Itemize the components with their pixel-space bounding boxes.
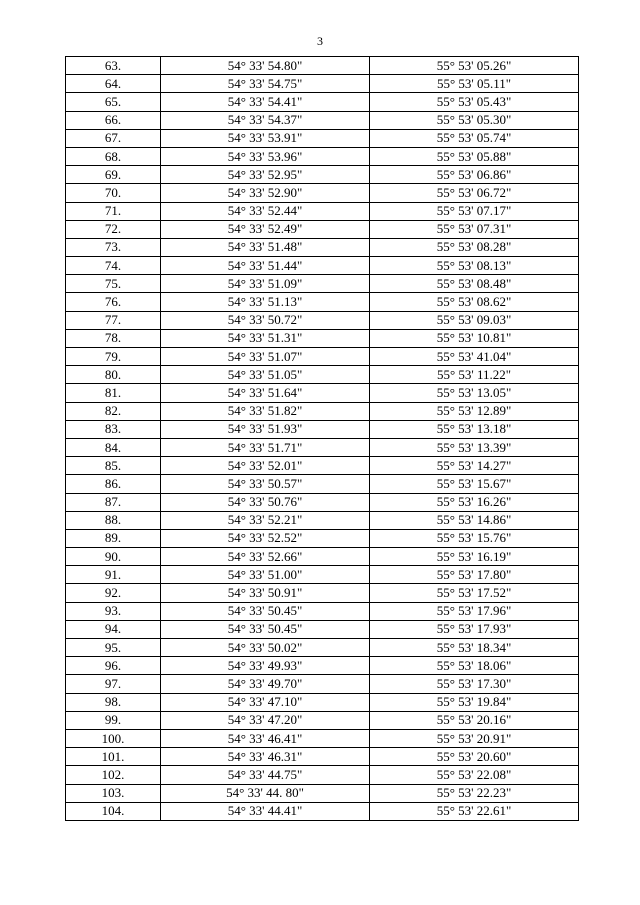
table-row — [66, 311, 579, 329]
point-number-cell: 67. — [66, 129, 161, 147]
point-number-cell: 73. — [66, 238, 161, 256]
table-row — [66, 548, 579, 566]
longitude-cell: 55° 53' 17.96" — [370, 602, 579, 620]
point-number-cell: 97. — [66, 675, 161, 693]
latitude-cell: 54° 33' 52.44" — [161, 202, 370, 220]
point-number-cell: 98. — [66, 693, 161, 711]
latitude-cell: 54° 33' 51.09" — [161, 275, 370, 293]
longitude-cell: 55° 53' 18.06" — [370, 657, 579, 675]
latitude-cell: 54° 33' 44.75" — [161, 766, 370, 784]
longitude-cell: 55° 53' 05.88" — [370, 147, 579, 165]
longitude-cell: 55° 53' 20.91" — [370, 729, 579, 747]
point-number-cell: 95. — [66, 639, 161, 657]
coordinates-table — [65, 56, 579, 821]
latitude-cell: 54° 33' 50.45" — [161, 602, 370, 620]
point-number-cell: 74. — [66, 257, 161, 275]
latitude-cell: 54° 33' 51.13" — [161, 293, 370, 311]
longitude-cell: 55° 53' 14.27" — [370, 457, 579, 475]
point-number-cell: 94. — [66, 620, 161, 638]
table-row — [66, 584, 579, 602]
latitude-cell: 54° 33' 52.49" — [161, 220, 370, 238]
point-number-cell: 102. — [66, 766, 161, 784]
longitude-cell: 55° 53' 05.26" — [370, 57, 579, 75]
point-number-cell: 65. — [66, 93, 161, 111]
point-number-cell: 96. — [66, 657, 161, 675]
latitude-cell: 54° 33' 51.82" — [161, 402, 370, 420]
table-row — [66, 457, 579, 475]
latitude-cell: 54° 33' 52.90" — [161, 184, 370, 202]
latitude-cell: 54° 33' 51.48" — [161, 238, 370, 256]
longitude-cell: 55° 53' 05.43" — [370, 93, 579, 111]
longitude-cell: 55° 53' 07.17" — [370, 202, 579, 220]
table-row — [66, 329, 579, 347]
longitude-cell: 55° 53' 17.30" — [370, 675, 579, 693]
point-number-cell: 82. — [66, 402, 161, 420]
longitude-cell: 55° 53' 17.93" — [370, 620, 579, 638]
point-number-cell: 80. — [66, 366, 161, 384]
point-number-cell: 64. — [66, 75, 161, 93]
longitude-cell: 55° 53' 15.67" — [370, 475, 579, 493]
table-row — [66, 129, 579, 147]
latitude-cell: 54° 33' 44. 80" — [161, 784, 370, 802]
longitude-cell: 55° 53' 41.04" — [370, 348, 579, 366]
table-row — [66, 348, 579, 366]
table-row — [66, 529, 579, 547]
longitude-cell: 55° 53' 06.86" — [370, 166, 579, 184]
longitude-cell: 55° 53' 12.89" — [370, 402, 579, 420]
table-row — [66, 166, 579, 184]
table-row — [66, 238, 579, 256]
table-row — [66, 93, 579, 111]
longitude-cell: 55° 53' 06.72" — [370, 184, 579, 202]
longitude-cell: 55° 53' 05.11" — [370, 75, 579, 93]
table-row — [66, 620, 579, 638]
latitude-cell: 54° 33' 46.31" — [161, 748, 370, 766]
point-number-cell: 90. — [66, 548, 161, 566]
latitude-cell: 54° 33' 49.70" — [161, 675, 370, 693]
longitude-cell: 55° 53' 10.81" — [370, 329, 579, 347]
table-row — [66, 693, 579, 711]
longitude-cell: 55° 53' 15.76" — [370, 529, 579, 547]
longitude-cell: 55° 53' 08.62" — [370, 293, 579, 311]
coordinates-table-body — [66, 57, 579, 821]
point-number-cell: 89. — [66, 529, 161, 547]
table-row — [66, 57, 579, 75]
table-row — [66, 147, 579, 165]
latitude-cell: 54° 33' 52.21" — [161, 511, 370, 529]
point-number-cell: 93. — [66, 602, 161, 620]
longitude-cell: 55° 53' 05.74" — [370, 129, 579, 147]
longitude-cell: 55° 53' 09.03" — [370, 311, 579, 329]
latitude-cell: 54° 33' 52.66" — [161, 548, 370, 566]
point-number-cell: 69. — [66, 166, 161, 184]
longitude-cell: 55° 53' 16.26" — [370, 493, 579, 511]
longitude-cell: 55° 53' 13.05" — [370, 384, 579, 402]
table-row — [66, 766, 579, 784]
longitude-cell: 55° 53' 05.30" — [370, 111, 579, 129]
point-number-cell: 103. — [66, 784, 161, 802]
latitude-cell: 54° 33' 50.72" — [161, 311, 370, 329]
table-row — [66, 75, 579, 93]
latitude-cell: 54° 33' 53.96" — [161, 147, 370, 165]
longitude-cell: 55° 53' 16.19" — [370, 548, 579, 566]
table-row — [66, 257, 579, 275]
latitude-cell: 54° 33' 54.75" — [161, 75, 370, 93]
latitude-cell: 54° 33' 50.91" — [161, 584, 370, 602]
point-number-cell: 71. — [66, 202, 161, 220]
longitude-cell: 55° 53' 22.23" — [370, 784, 579, 802]
point-number-cell: 68. — [66, 147, 161, 165]
point-number-cell: 66. — [66, 111, 161, 129]
point-number-cell: 83. — [66, 420, 161, 438]
point-number-cell: 72. — [66, 220, 161, 238]
latitude-cell: 54° 33' 50.45" — [161, 620, 370, 638]
longitude-cell: 55° 53' 13.18" — [370, 420, 579, 438]
table-row — [66, 384, 579, 402]
table-row — [66, 784, 579, 802]
table-row — [66, 184, 579, 202]
point-number-cell: 75. — [66, 275, 161, 293]
latitude-cell: 54° 33' 47.10" — [161, 693, 370, 711]
table-row — [66, 602, 579, 620]
point-number-cell: 81. — [66, 384, 161, 402]
latitude-cell: 54° 33' 51.07" — [161, 348, 370, 366]
latitude-cell: 54° 33' 52.95" — [161, 166, 370, 184]
longitude-cell: 55° 53' 13.39" — [370, 438, 579, 456]
latitude-cell: 54° 33' 51.44" — [161, 257, 370, 275]
latitude-cell: 54° 33' 47.20" — [161, 711, 370, 729]
longitude-cell: 55° 53' 22.61" — [370, 802, 579, 820]
longitude-cell: 55° 53' 08.48" — [370, 275, 579, 293]
table-row — [66, 675, 579, 693]
table-row — [66, 438, 579, 456]
point-number-cell: 85. — [66, 457, 161, 475]
page-number: 3 — [317, 34, 323, 48]
point-number-cell: 104. — [66, 802, 161, 820]
latitude-cell: 54° 33' 50.57" — [161, 475, 370, 493]
longitude-cell: 55° 53' 22.08" — [370, 766, 579, 784]
latitude-cell: 54° 33' 51.93" — [161, 420, 370, 438]
table-row — [66, 566, 579, 584]
point-number-cell: 87. — [66, 493, 161, 511]
table-row — [66, 711, 579, 729]
point-number-cell: 77. — [66, 311, 161, 329]
table-row — [66, 657, 579, 675]
latitude-cell: 54° 33' 46.41" — [161, 729, 370, 747]
table-row — [66, 202, 579, 220]
point-number-cell: 63. — [66, 57, 161, 75]
point-number-cell: 70. — [66, 184, 161, 202]
latitude-cell: 54° 33' 54.80" — [161, 57, 370, 75]
table-row — [66, 420, 579, 438]
longitude-cell: 55° 53' 08.13" — [370, 257, 579, 275]
latitude-cell: 54° 33' 51.05" — [161, 366, 370, 384]
table-row — [66, 275, 579, 293]
latitude-cell: 54° 33' 52.52" — [161, 529, 370, 547]
point-number-cell: 84. — [66, 438, 161, 456]
latitude-cell: 54° 33' 51.71" — [161, 438, 370, 456]
latitude-cell: 54° 33' 44.41" — [161, 802, 370, 820]
table-row — [66, 220, 579, 238]
table-row — [66, 748, 579, 766]
longitude-cell: 55° 53' 07.31" — [370, 220, 579, 238]
table-row — [66, 475, 579, 493]
latitude-cell: 54° 33' 51.64" — [161, 384, 370, 402]
point-number-cell: 79. — [66, 348, 161, 366]
latitude-cell: 54° 33' 53.91" — [161, 129, 370, 147]
longitude-cell: 55° 53' 19.84" — [370, 693, 579, 711]
latitude-cell: 54° 33' 50.76" — [161, 493, 370, 511]
longitude-cell: 55° 53' 17.52" — [370, 584, 579, 602]
table-row — [66, 639, 579, 657]
table-row — [66, 802, 579, 820]
longitude-cell: 55° 53' 14.86" — [370, 511, 579, 529]
longitude-cell: 55° 53' 11.22" — [370, 366, 579, 384]
latitude-cell: 54° 33' 51.00" — [161, 566, 370, 584]
longitude-cell: 55° 53' 08.28" — [370, 238, 579, 256]
point-number-cell: 88. — [66, 511, 161, 529]
table-row — [66, 366, 579, 384]
longitude-cell: 55° 53' 20.60" — [370, 748, 579, 766]
latitude-cell: 54° 33' 54.41" — [161, 93, 370, 111]
longitude-cell: 55° 53' 20.16" — [370, 711, 579, 729]
table-row — [66, 402, 579, 420]
point-number-cell: 100. — [66, 729, 161, 747]
table-row — [66, 493, 579, 511]
latitude-cell: 54° 33' 51.31" — [161, 329, 370, 347]
longitude-cell: 55° 53' 18.34" — [370, 639, 579, 657]
latitude-cell: 54° 33' 54.37" — [161, 111, 370, 129]
point-number-cell: 91. — [66, 566, 161, 584]
latitude-cell: 54° 33' 52.01" — [161, 457, 370, 475]
point-number-cell: 99. — [66, 711, 161, 729]
table-row — [66, 111, 579, 129]
longitude-cell: 55° 53' 17.80" — [370, 566, 579, 584]
latitude-cell: 54° 33' 49.93" — [161, 657, 370, 675]
point-number-cell: 92. — [66, 584, 161, 602]
table-row — [66, 293, 579, 311]
point-number-cell: 78. — [66, 329, 161, 347]
point-number-cell: 101. — [66, 748, 161, 766]
latitude-cell: 54° 33' 50.02" — [161, 639, 370, 657]
table-row — [66, 729, 579, 747]
point-number-cell: 76. — [66, 293, 161, 311]
table-row — [66, 511, 579, 529]
point-number-cell: 86. — [66, 475, 161, 493]
